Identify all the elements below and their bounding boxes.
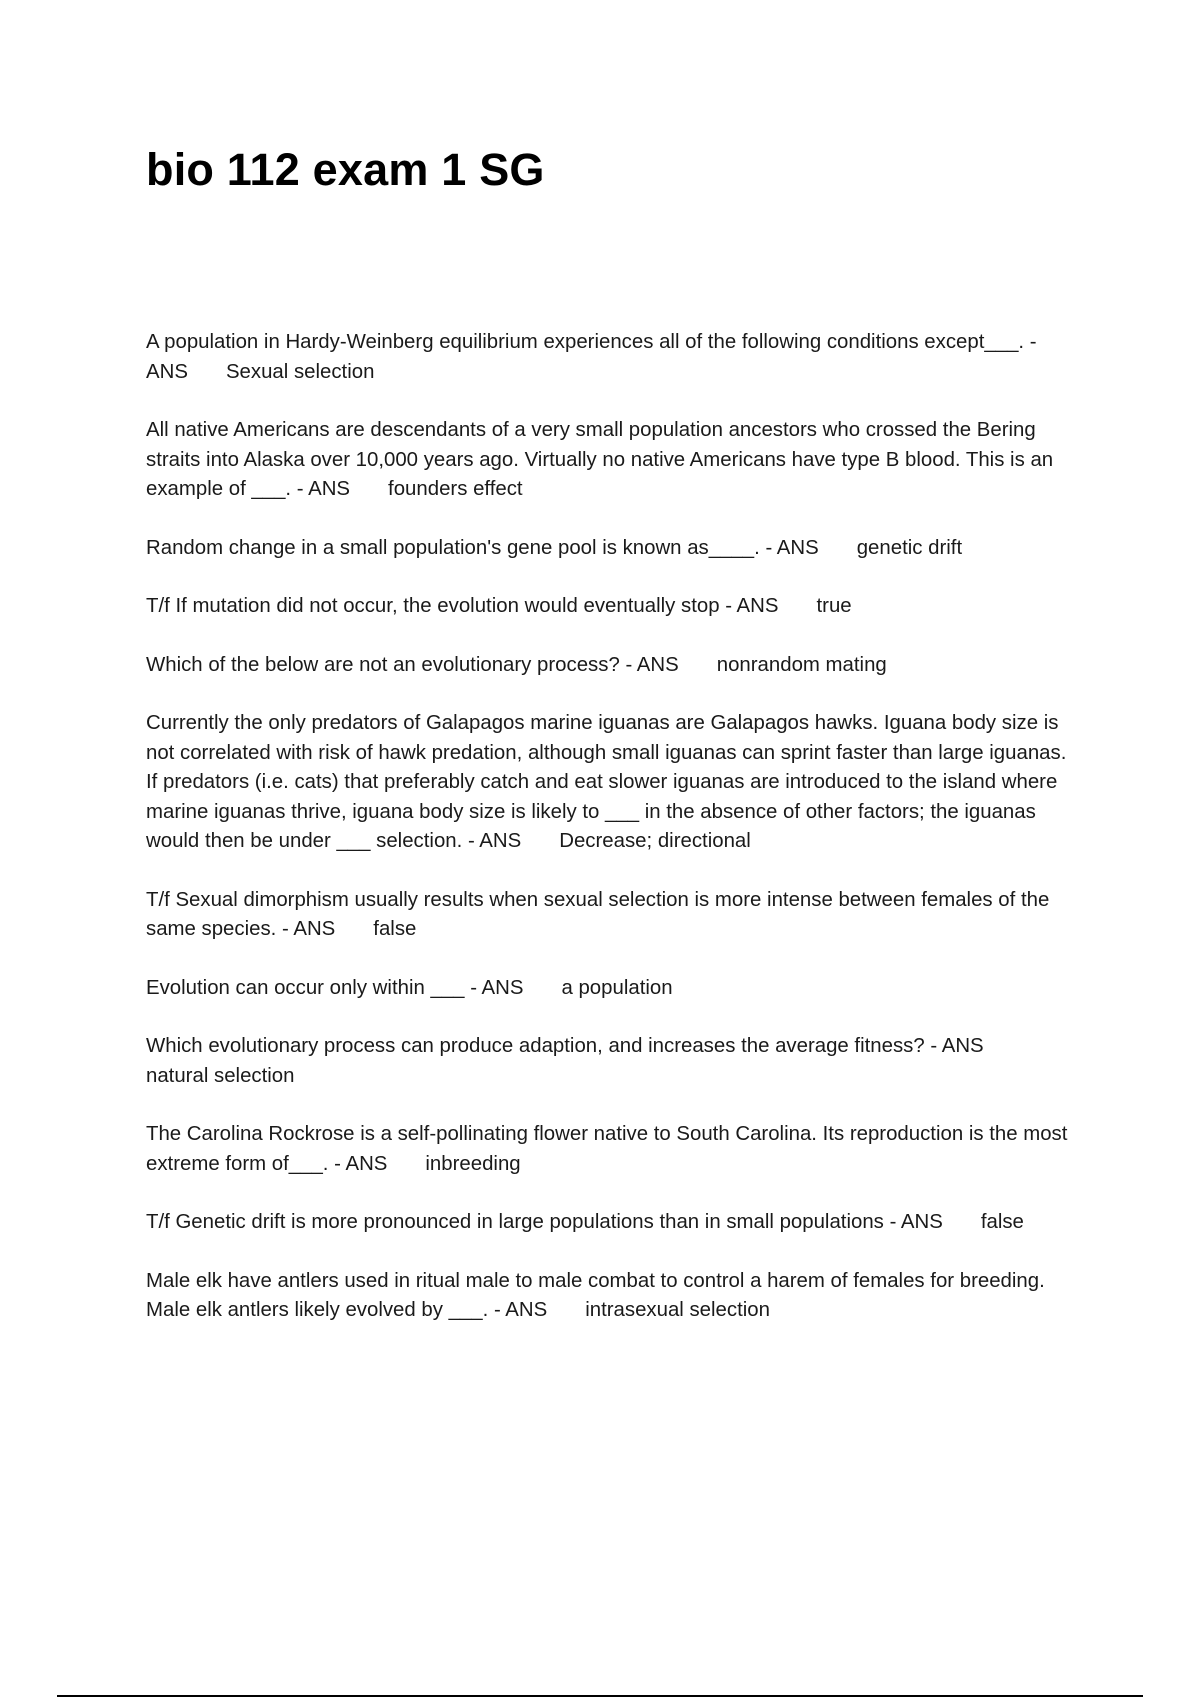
qa-item xyxy=(146,1208,1081,1238)
answer-text: false xyxy=(980,1211,1024,1233)
answer-text: founders effect xyxy=(388,478,523,500)
answer-marker: - ANS xyxy=(625,653,679,676)
qa-item xyxy=(146,328,1081,387)
question-text: Evolution can occur only within ___ xyxy=(146,976,465,999)
answer-text: a population xyxy=(561,976,673,999)
answer-text: inbreeding xyxy=(425,1152,521,1175)
answer-text: Sexual selection xyxy=(225,360,375,383)
qa-list xyxy=(146,328,1081,1355)
question-text: T/f Genetic drift is more pronounced in large populations than in small populations xyxy=(146,1211,884,1233)
question-text: A population in Hardy-Weinberg equilibrium experiences all of the following conditions except___. xyxy=(146,331,1025,353)
answer-text: genetic drift xyxy=(856,536,963,559)
answer-text: false xyxy=(373,918,417,940)
question-text: Which of the below are not an evolutionary process? xyxy=(146,653,620,676)
qa-item xyxy=(146,1267,1081,1326)
question-text: Which evolutionary process can produce adaption, and increases the average fitness? xyxy=(146,1035,925,1057)
question-text: T/f If mutation did not occur, the evolution would eventually stop xyxy=(146,595,720,617)
answer-marker: - ANS xyxy=(146,331,1037,383)
answer-text: intrasexual selection xyxy=(585,1299,770,1321)
answer-marker: - ANS xyxy=(493,1299,548,1321)
page-title: bio 112 exam 1 SG xyxy=(146,144,545,195)
qa-item xyxy=(146,416,1081,505)
qa-item xyxy=(146,974,1081,1004)
answer-text: true xyxy=(816,595,852,617)
answer-marker: - ANS xyxy=(282,918,336,940)
qa-item xyxy=(146,592,1081,622)
question-text: Random change in a small population's gene pool is known as____. xyxy=(146,536,760,559)
answer-marker: - ANS xyxy=(296,478,351,500)
answer-text: natural selection xyxy=(146,1064,295,1087)
footer-divider xyxy=(57,1695,1143,1697)
answer-marker: - ANS xyxy=(889,1211,943,1233)
qa-item xyxy=(146,534,1081,564)
qa-item xyxy=(146,1120,1081,1179)
qa-item xyxy=(146,1032,1081,1091)
qa-item xyxy=(146,651,1081,681)
answer-text: Decrease; directional xyxy=(559,830,751,852)
question-text: Male elk have antlers used in ritual male to male combat to control a harem of females for breeding. Male elk antlers likely evolved by ___. xyxy=(146,1269,1045,1321)
answer-marker: - ANS xyxy=(725,595,779,617)
question-text: T/f Sexual dimorphism usually results when sexual selection is more intense between females of the same species. xyxy=(146,888,1050,940)
question-text: The Carolina Rockrose is a self-pollinating flower native to South Carolina. Its reproduction is the most extreme form of___. xyxy=(146,1123,1068,1175)
qa-item xyxy=(146,886,1081,945)
question-text: Currently the only predators of Galapagos marine iguanas are Galapagos hawks. Iguana body size is not correlated with risk of hawk predation, although small iguanas can sprint faster than large iguanas. If predators (i.e. cats) that preferably catch and eat slower iguanas are introduced to the island where marine iguanas thrive, iguana body size is likely to ___ in the absence of other factors; the iguanas would then be under ___ selection. xyxy=(146,712,1067,852)
answer-text: nonrandom mating xyxy=(716,653,887,676)
answer-marker: - ANS xyxy=(765,536,819,559)
question-text: All native Americans are descendants of a very small population ancestors who crossed the Bering straits into Alaska over 10,000 years ago. Virtually no native Americans have type B blood. This is an example of ___. xyxy=(146,419,1054,500)
answer-marker: - ANS xyxy=(334,1152,388,1175)
answer-marker: - ANS xyxy=(470,976,524,999)
qa-item xyxy=(146,709,1081,857)
answer-marker: - ANS xyxy=(930,1035,984,1057)
answer-marker: - ANS xyxy=(467,830,522,852)
